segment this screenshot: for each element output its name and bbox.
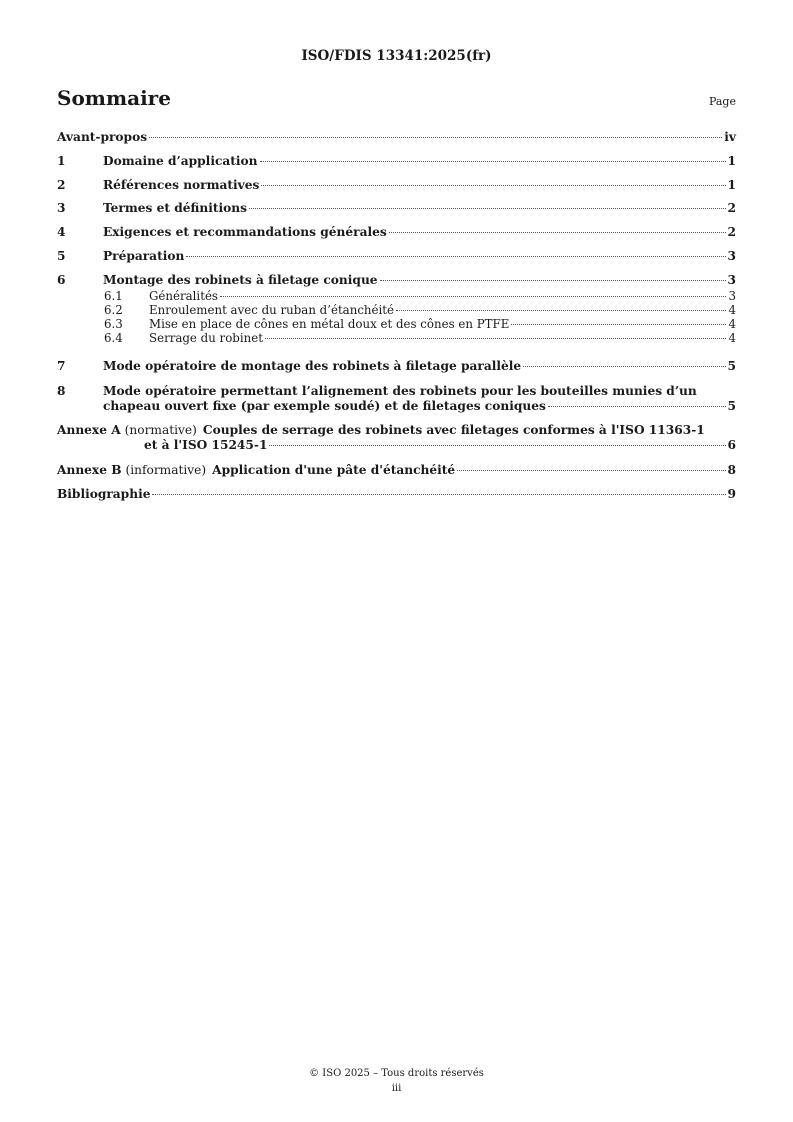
page-column-label: Page xyxy=(708,95,736,108)
toc-entry-title: Références normatives xyxy=(103,178,260,192)
dot-leader xyxy=(396,310,726,311)
toc-entry-number: 6.1 xyxy=(104,289,123,303)
toc-entry-6-1[interactable] xyxy=(57,290,736,302)
toc-entry-title: Avant-propos xyxy=(57,130,148,144)
toc-entry-avant-propos[interactable] xyxy=(57,130,736,145)
toc-entry-2[interactable] xyxy=(57,178,736,193)
toc-entry-title: Termes et définitions xyxy=(103,201,247,215)
toc-entry-number: 5 xyxy=(57,249,66,263)
toc-entry-page: 2 xyxy=(727,225,736,239)
dot-leader xyxy=(523,366,725,367)
dot-leader xyxy=(380,280,726,281)
dot-leader xyxy=(186,256,725,257)
toc-entry-number: 7 xyxy=(57,359,66,373)
page-number: iii xyxy=(391,1083,402,1094)
toc-entry-page: 1 xyxy=(727,178,736,192)
dot-leader xyxy=(548,406,726,407)
toc-entry-title: Exigences et recommandations générales xyxy=(103,225,387,239)
annex-kind: (normative) xyxy=(124,423,197,437)
toc-entry-title: Application d'une pâte d'étanchéité xyxy=(212,463,456,477)
copyright-notice: © ISO 2025 – Tous droits réservés xyxy=(309,1068,484,1079)
toc-entry-number: 6.2 xyxy=(104,303,123,317)
page-title: Sommaire xyxy=(57,86,171,110)
annex-label: Annexe B xyxy=(57,463,122,477)
toc-entry-title: Bibliographie xyxy=(57,487,151,501)
toc-entry-page: 6 xyxy=(727,438,736,452)
toc-entry-5[interactable] xyxy=(57,249,736,264)
toc-entry-title: Domaine d’application xyxy=(103,154,258,168)
dot-leader xyxy=(260,161,726,162)
toc-entry-number: 1 xyxy=(57,154,66,168)
toc-entry-page: 8 xyxy=(727,463,736,477)
toc-entry-number: 2 xyxy=(57,178,66,192)
toc-entry-page: 1 xyxy=(727,154,736,168)
toc-entry-page: 4 xyxy=(728,331,736,345)
page-footer xyxy=(0,1066,793,1096)
toc-entry-6-4[interactable] xyxy=(57,332,736,344)
toc-entry-title: Montage des robinets à filetage conique xyxy=(103,273,378,287)
toc-entry-page: 3 xyxy=(728,289,736,303)
toc-entry-page: 5 xyxy=(727,359,736,373)
annex-kind: (informative) xyxy=(125,463,207,477)
toc-entry-page: 5 xyxy=(727,399,736,413)
dot-leader xyxy=(149,137,722,138)
toc-entry-title: Mise en place de cônes en métal doux et des cônes en PTFE xyxy=(149,317,510,331)
toc-entry-number: 4 xyxy=(57,225,66,239)
dot-leader xyxy=(269,445,725,446)
toc-entry-page: 4 xyxy=(728,303,736,317)
dot-leader xyxy=(152,494,725,495)
toc-entry-number: 6 xyxy=(57,273,66,287)
toc-entry-3[interactable] xyxy=(57,201,736,216)
dot-leader xyxy=(261,185,725,186)
toc-entry-number: 6.3 xyxy=(104,317,123,331)
toc-entry-number: 8 xyxy=(57,384,66,398)
toc-entry-7[interactable] xyxy=(57,359,736,374)
toc-entry-6-3[interactable] xyxy=(57,318,736,330)
dot-leader xyxy=(457,470,725,471)
toc-entry-6-2[interactable] xyxy=(57,304,736,316)
toc-entry-8[interactable] xyxy=(57,384,736,414)
toc-entry-page: 3 xyxy=(727,249,736,263)
toc-entry-title-line2: et à l'ISO 15245-1 xyxy=(144,438,268,452)
toc-entry-6[interactable] xyxy=(57,273,736,288)
dot-leader xyxy=(249,208,726,209)
document-header: ISO/FDIS 13341:2025(fr) xyxy=(301,48,492,64)
toc-entry-page: 9 xyxy=(727,487,736,501)
toc-entry-page: 3 xyxy=(727,273,736,287)
toc-entry-4[interactable] xyxy=(57,225,736,240)
toc-entry-title: Préparation xyxy=(103,249,185,263)
dot-leader xyxy=(389,232,726,233)
toc-entry-number: 6.4 xyxy=(104,331,123,345)
title-row xyxy=(57,86,736,110)
toc-entry-title-line1: Mode opératoire permettant l’alignement des robinets pour les bouteilles munies d’un xyxy=(103,384,697,398)
toc-entry-bibliographie[interactable] xyxy=(57,487,736,502)
toc-entry-title: Mode opératoire de montage des robinets à filetage parallèle xyxy=(103,359,522,373)
toc-entry-annexe-b[interactable] xyxy=(57,463,736,478)
toc-entry-annexe-a[interactable] xyxy=(57,423,736,453)
toc-entry-number: 3 xyxy=(57,201,66,215)
toc-entry-title: Enroulement avec du ruban d’étanchéité xyxy=(149,303,394,317)
dot-leader xyxy=(265,338,727,339)
toc-entry-page: 4 xyxy=(728,317,736,331)
toc-entry-page: iv xyxy=(724,130,736,144)
annex-label: Annexe A xyxy=(57,423,121,437)
toc-entry-1[interactable] xyxy=(57,154,736,169)
toc-entry-page: 2 xyxy=(727,201,736,215)
dot-leader xyxy=(511,324,726,325)
toc-entry-title-line1: Couples de serrage des robinets avec filetages conformes à l'ISO 11363-1 xyxy=(202,423,705,437)
toc-entry-title: Serrage du robinet xyxy=(149,331,263,345)
toc-entry-title: Généralités xyxy=(149,289,218,303)
dot-leader xyxy=(220,296,727,297)
toc-entry-title-line2: chapeau ouvert fixe (par exemple soudé) et de filetages coniques xyxy=(103,399,546,413)
